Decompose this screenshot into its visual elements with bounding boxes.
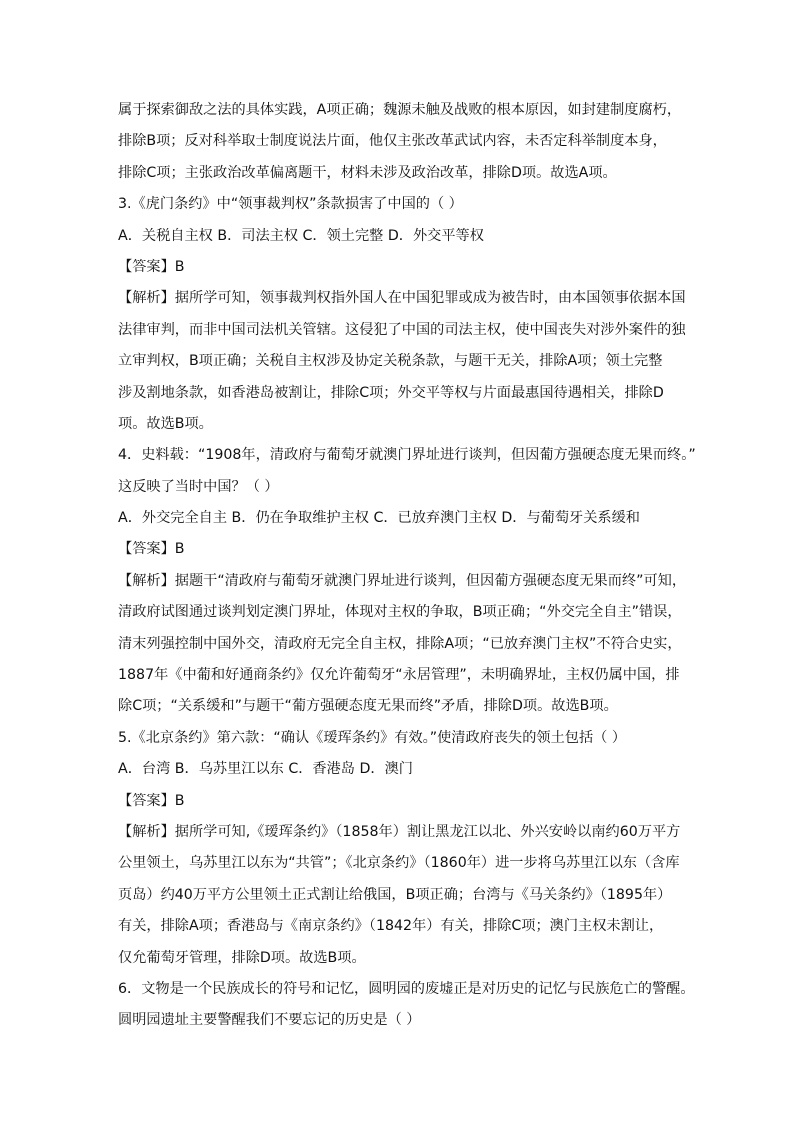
text-line: 立审判权，B项正确；关税自主权涉及协定关税条款，与题干无关，排除A项；领土完整	[118, 353, 663, 370]
question-3-options: A．关税自主权 B．司法主权 C．领土完整 D．外交平等权	[118, 227, 484, 244]
question-4-answer: 【答案】B	[118, 541, 185, 558]
question-3-explanation: 【解析】据所学可知，领事裁判权指外国人在中国犯罪或成为被告时，由本国领事依据本国	[118, 290, 686, 307]
text-line: 清末列强控制中国外交，清政府无完全自主权，排除A项；“已放弃澳门主权”不符合史实，	[118, 635, 682, 652]
text-line: 除C项；“关系缓和”与题干“葡方强硬态度无果而终”矛盾，排除D项。故选B项。	[118, 698, 618, 715]
question-6-stem-cont: 圆明园遗址主要警醒我们不要忘记的历史是（ ）	[118, 1012, 421, 1029]
question-5-stem: 5.《北京条约》第六款：“确认《瑷珲条约》有效。”使清政府丧失的领土包括（ ）	[118, 729, 627, 746]
document-body	[118, 100, 696, 1042]
text-line: 属于探索御敌之法的具体实践，A项正确；魏源未触及战败的根本原因，如封建制度腐朽，	[118, 102, 682, 118]
question-4-options: A．外交完全自主 B．仍在争取维护主权 C．已放弃澳门主权 D．与葡萄牙关系缓和	[118, 510, 640, 527]
question-5-answer: 【答案】B	[118, 792, 185, 809]
question-5-options: A．台湾 B．乌苏里江以东 C．香港岛 D．澳门	[118, 761, 413, 778]
question-5-explanation: 【解析】据所学可知,《瑷珲条约》（1858年）割让黑龙江以北、外兴安岭以南约60万平方	[118, 823, 681, 840]
text-line: 清政府试图通过谈判划定澳门界址，体现对主权的争取，B项正确；“外交完全自主”错误，	[118, 604, 682, 621]
text-line: 项。故选B项。	[118, 415, 213, 432]
question-3-answer: 【答案】B	[118, 258, 185, 275]
text-line: 仅允葡萄牙管理，排除D项。故选B项。	[118, 949, 366, 966]
text-line: 页岛）约40万平方公里领土正式割让给俄国，B项正确；台湾与《马关条约》（1895年）	[118, 886, 672, 903]
text-line: 排除B项；反对科举取士制度说法片面，他仅主张改革武试内容，未否定科举制度本身，	[118, 133, 667, 150]
text-line: 1887年《中葡和好通商条约》仅允许葡萄牙“永居管理”，未明确界址，主权仍属中国，排	[118, 667, 680, 684]
question-4-stem: 4．史料载：“1908年，清政府与葡萄牙就澳门界址进行谈判，但因葡方强硬态度无果而终。”	[118, 447, 696, 464]
text-line: 公里领土，乌苏里江以东为“共管”；《北京条约》（1860年）进一步将乌苏里江以东（含库	[118, 855, 680, 872]
text-line: 涉及割地条款，如香港岛被割让，排除C项；外交平等权与片面最惠国待遇相关，排除D	[118, 384, 664, 401]
question-3-stem: 3.《虎门条约》中“领事裁判权”条款损害了中国的（ ）	[118, 196, 463, 213]
text-line: 有关，排除A项；香港岛与《南京条约》（1842年）有关，排除C项；澳门主权未割让，	[118, 918, 664, 935]
text-line: 排除C项；主张政治改革偏离题干，材料未涉及政治改革，排除D项。故选A项。	[118, 164, 617, 181]
question-6-stem: 6．文物是一个民族成长的符号和记忆，圆明园的废墟正是对历史的记忆与民族危亡的警醒。	[118, 980, 695, 997]
text-line: 法律审判，而非中国司法机关管辖。这侵犯了中国的司法主权，使中国丧失对涉外案件的独	[118, 321, 686, 338]
question-4-explanation: 【解析】据题干“清政府与葡萄牙就澳门界址进行谈判，但因葡方强硬态度无果而终”可知，	[118, 572, 687, 589]
question-4-stem-cont: 这反映了当时中国？（ ）	[118, 478, 279, 495]
